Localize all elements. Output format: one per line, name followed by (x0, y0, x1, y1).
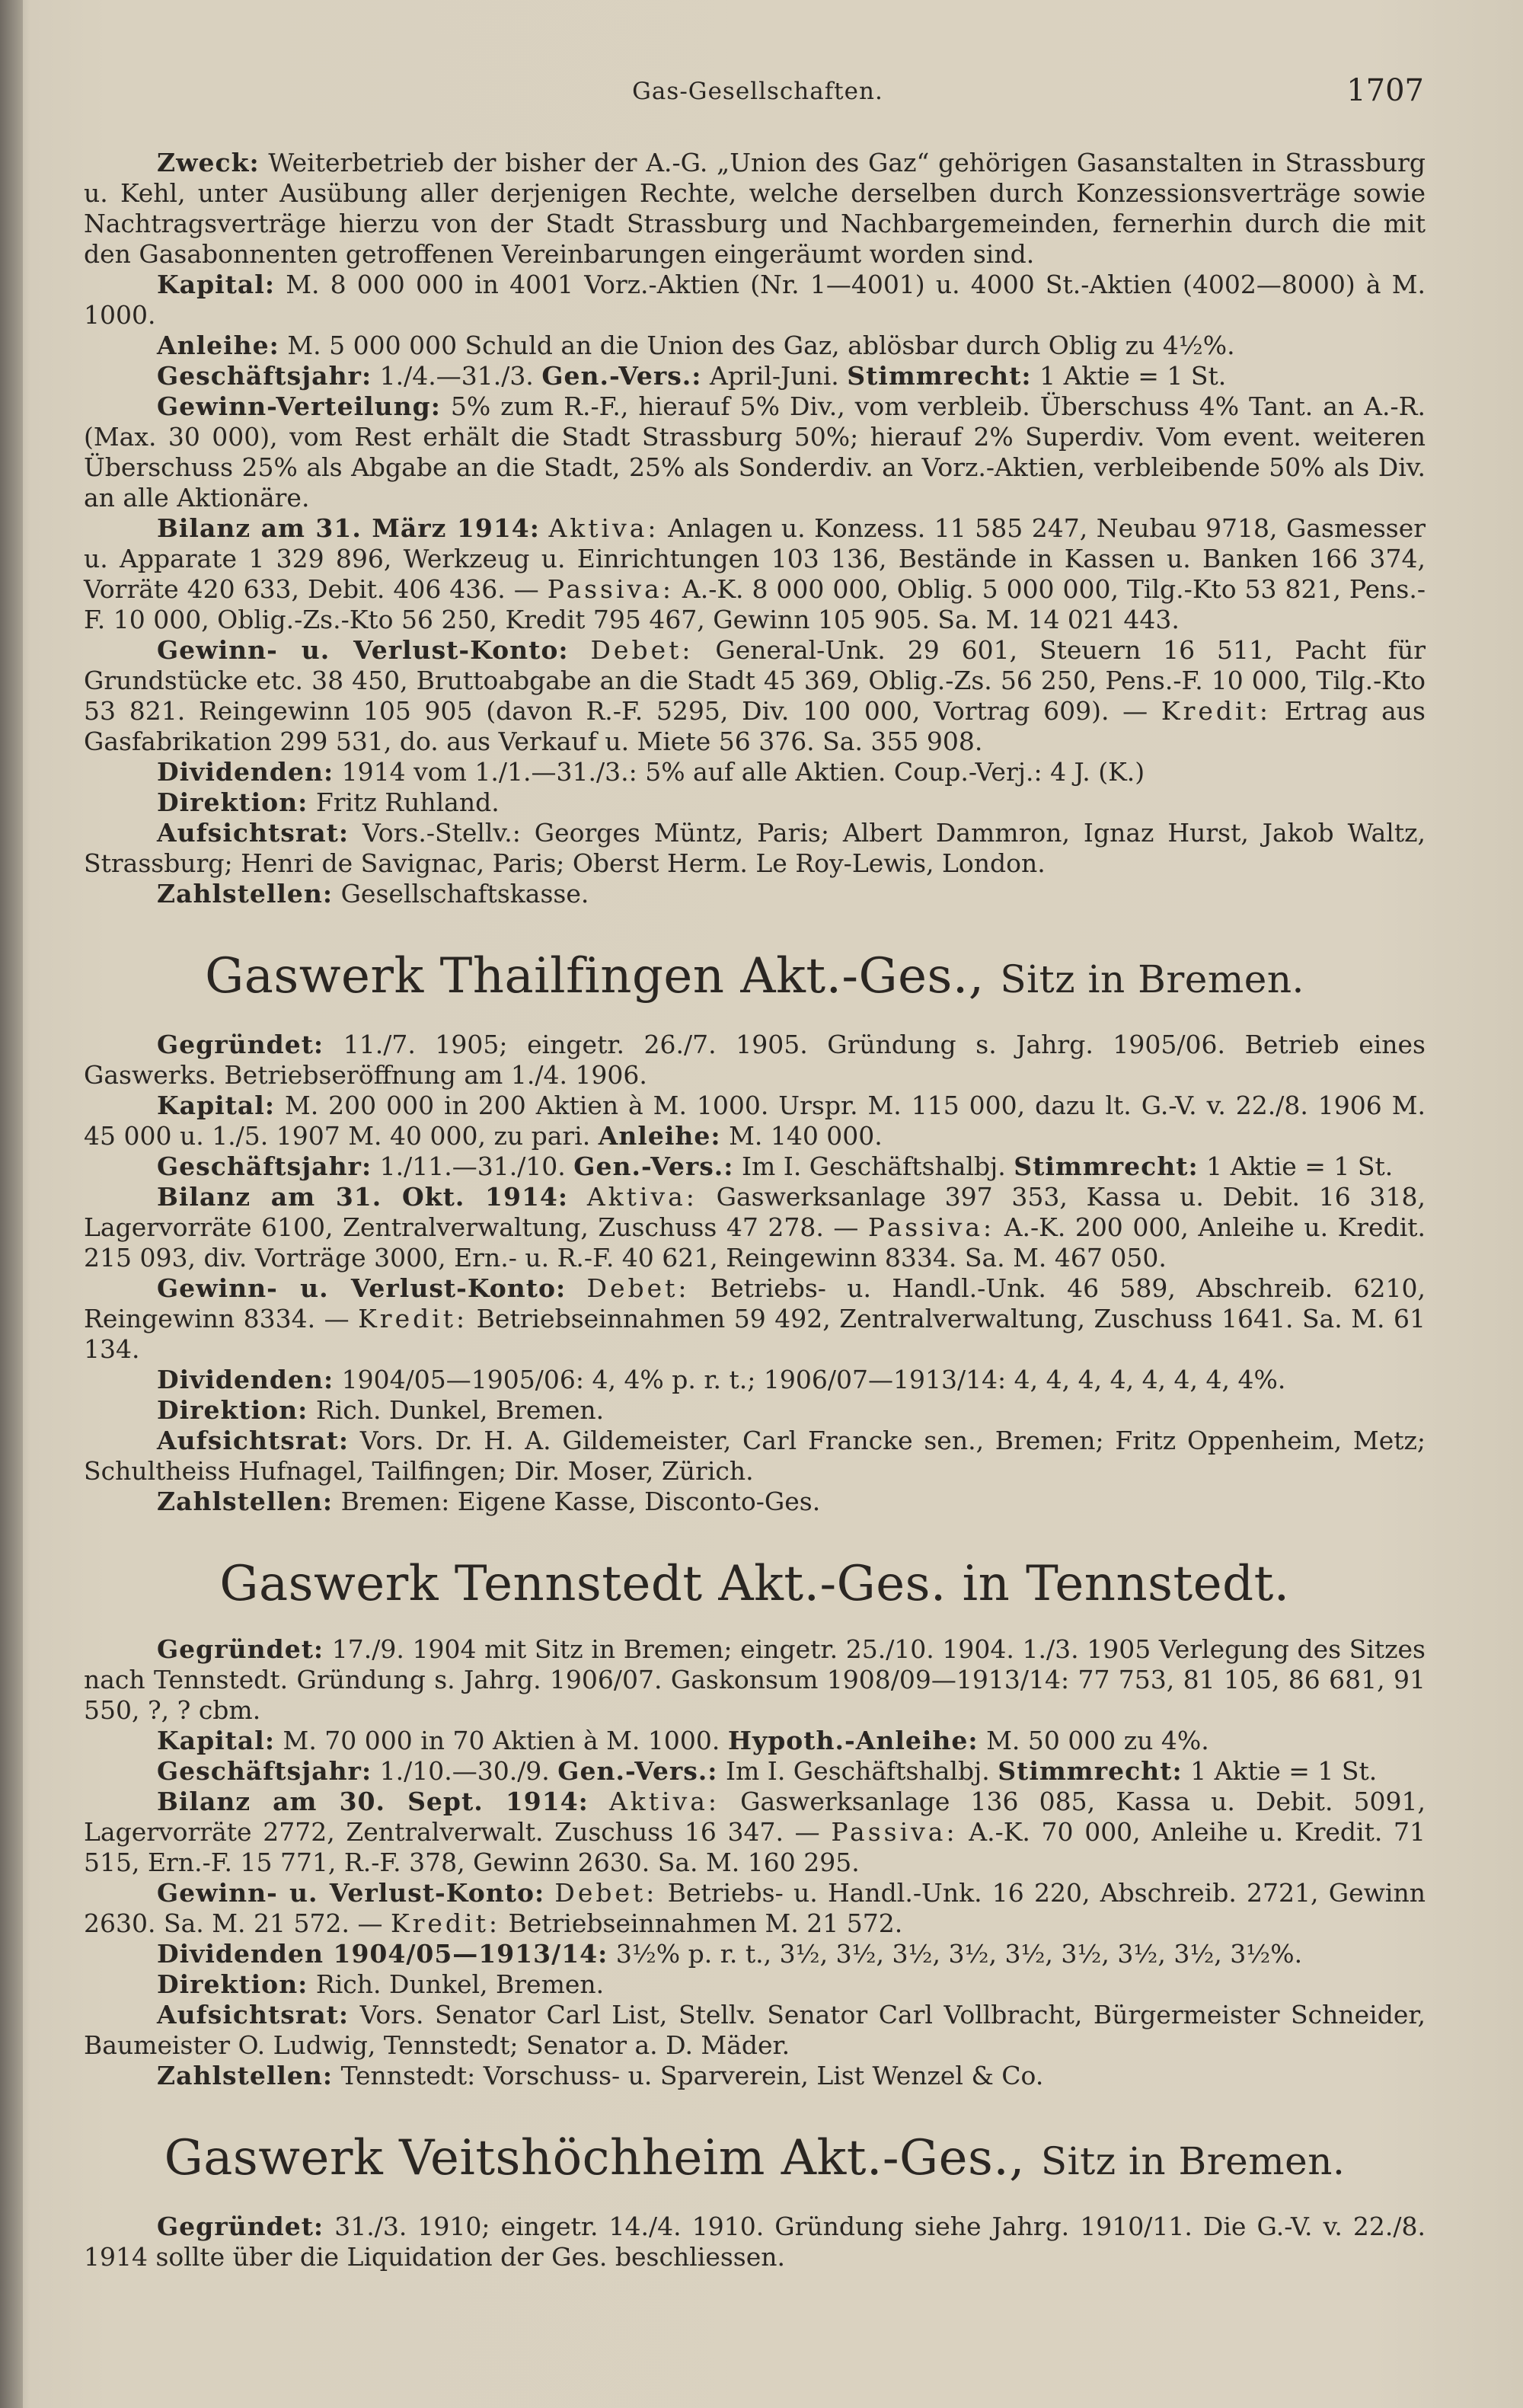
entry-text: Rich. Dunkel, Bremen. (315, 1395, 605, 1425)
entry-text: 1./11.—31./10. (379, 1151, 566, 1181)
entry-label: Zahlstellen: (157, 1487, 334, 1516)
entry-paragraph (84, 1365, 1426, 1395)
company-name: Gaswerk Thailfingen Akt.-Ges., (205, 948, 985, 1004)
entry-text: M. 140 000. (729, 1121, 883, 1151)
entry-text: A.-K. 8 000 000, Oblig. 5 000 000, Tilg.-Kto 53 821, Pens.-F. 10 000, Oblig.-Zs.-Kto 56 250, Kredit 795 467, Gewinn 105 905. Sa. M. 14 021 443. (84, 574, 1426, 634)
entry-label: Stimmrecht: (847, 361, 1032, 391)
entry-text: 1 Aktie = 1 St. (1190, 1756, 1378, 1786)
entry-text: 17./9. 1904 mit Sitz in Bremen; eingetr. 25./10. 1904. 1./3. 1905 Verlegung des Sitzes nach Tennstedt. Gründung s. Jahrg. 1906/07. Gaskonsum 1908/09—1913/14: 77 753, 81 105, 86 681, 91 550, ?, ? cbm. (84, 1634, 1426, 1725)
entry-paragraph (84, 1151, 1426, 1182)
entry-paragraph (84, 1426, 1426, 1487)
entry-label: Kapital: (157, 1726, 276, 1755)
entry-paragraph (84, 879, 1426, 909)
section-label: Aktiva: (608, 1787, 720, 1816)
entry-label: Gegründet: (157, 2212, 324, 2241)
entry-label: Zweck: (157, 148, 260, 177)
entry-paragraph (84, 818, 1426, 879)
entry-paragraph (84, 2212, 1426, 2272)
entry-text: Gaswerksanlage 136 085, Kassa u. Debit. 5091, Lagervorräte 2772, Zentralverwalt. Zuschuss 16 347. — (84, 1787, 1426, 1847)
company-heading (84, 1557, 1426, 1611)
entry-label: Gen.-Vers.: (573, 1151, 734, 1181)
entry-paragraph (84, 1030, 1426, 1091)
running-head (91, 73, 1424, 119)
entry-label: Bilanz am 31. März 1914: (157, 513, 540, 543)
entry-paragraph (84, 1787, 1426, 1878)
running-head-title: Gas-Gesellschaften. (632, 78, 883, 105)
entry-label: Direktion: (157, 787, 308, 817)
entry-text: M. 50 000 zu 4%. (986, 1726, 1209, 1755)
entry-paragraph (84, 361, 1426, 391)
page-number: 1707 (1346, 73, 1424, 108)
entry-text: 1904/05—1905/06: 4, 4% p. r. t.; 1906/07—1913/14: 4, 4, 4, 4, 4, 4, 4, 4%. (341, 1365, 1286, 1394)
entry-label: Aufsichtsrat: (157, 1426, 350, 1455)
entry-paragraph (84, 1182, 1426, 1273)
entry-label: Gen.-Vers.: (557, 1756, 718, 1786)
entry-label: Gewinn- u. Verlust-Konto: (157, 635, 569, 665)
entry-label: Gen.-Vers.: (541, 361, 702, 391)
entry-text: Anlagen u. Konzess. 11 585 247, Neubau 9718, Gasmesser u. Apparate 1 329 896, Werkzeug u. Einrichtungen 103 136, Bestände in Kassen u. Banken 166 374, Vorräte 420 633, Debit. 406 436. — (84, 513, 1426, 604)
section-label: Passiva: (867, 1212, 995, 1242)
entry-label: Aufsichtsrat: (157, 818, 350, 848)
section-label: Aktiva: (548, 513, 659, 543)
entry-label: Anleihe: (157, 331, 279, 360)
entry-label: Dividenden 1904/05—1913/14: (157, 1939, 608, 1969)
company-name: Gaswerk Tennstedt Akt.-Ges. in Tennstedt. (219, 1556, 1290, 1612)
entry-paragraph (84, 1726, 1426, 1756)
entry-text: April-Juni. (709, 361, 839, 391)
entry-label: Direktion: (157, 1969, 308, 1999)
entry-text: 5% zum R.-F., hierauf 5% Div., vom verbleib. Überschuss 4% Tant. an A.-R. (Max. 30 000), vom Rest erhält die Stadt Strassburg 50%; hierauf 2% Superdiv. Vom event. weiteren Überschuss 25% als Abgabe an die Stadt, 25% als Sonderdiv. an Vorz.-Aktien, verbleibende 50% als Div. an alle Aktionäre. (84, 391, 1426, 513)
section-label: Debet: (554, 1878, 658, 1908)
entry-text: 11./7. 1905; eingetr. 26./7. 1905. Gründung s. Jahrg. 1905/06. Betrieb eines Gaswerks. Betriebseröffnung am 1./4. 1906. (84, 1030, 1426, 1090)
section-label: Debet: (586, 1273, 690, 1303)
entry-paragraph (84, 270, 1426, 331)
entry-text: 1./4.—31./3. (379, 361, 534, 391)
entry-text: Gaswerksanlage 397 353, Kassa u. Debit. 16 318, Lagervorräte 6100, Zentralverwaltung, Zuschuss 47 278. — (84, 1182, 1426, 1242)
section-label: Aktiva: (586, 1182, 698, 1212)
entry-text: M. 200 000 in 200 Aktien à M. 1000. Urspr. M. 115 000, dazu lt. G.-V. v. 22./8. 1906 M. 45 000 u. 1./5. 1907 M. 40 000, zu pari. (84, 1091, 1426, 1151)
entry-label: Stimmrecht: (998, 1756, 1183, 1786)
entry-label: Hypoth.-Anleihe: (727, 1726, 979, 1755)
entry-label: Kapital: (157, 1091, 276, 1120)
entry-label: Geschäftsjahr: (157, 361, 372, 391)
entry-text: Bremen: Eigene Kasse, Disconto-Ges. (340, 1487, 821, 1516)
entry-label: Aufsichtsrat: (157, 2000, 350, 2030)
entry-text: Tennstedt: Vorschuss- u. Sparverein, List Wenzel & Co. (340, 2061, 1044, 2090)
entry-paragraph (84, 1487, 1426, 1517)
entry-text: 1 Aktie = 1 St. (1039, 361, 1227, 391)
entry-paragraph (84, 2061, 1426, 2091)
entry-label: Geschäftsjahr: (157, 1756, 372, 1786)
entry-label: Bilanz am 30. Sept. 1914: (157, 1787, 589, 1816)
entry-text: Weiterbetrieb der bisher der A.-G. „Union des Gaz“ gehörigen Gasanstalten in Strassburg u. Kehl, unter Ausübung aller derjenigen Rechte, welche derselben durch Konzessionsverträge sowie Nachtragsverträge hierzu von der Stadt Strassburg und Nachbargemeinden, fernerhin durch die mit den Gasabonnenten getroffenen Vereinbarungen eingeräumt worden sind. (84, 148, 1426, 269)
section-label: Debet: (590, 635, 694, 665)
entry-paragraph (84, 1878, 1426, 1939)
section-label: Kredit: (390, 1908, 500, 1938)
entry-label: Bilanz am 31. Okt. 1914: (157, 1182, 569, 1212)
entry-text: Vors.-Stellv.: Georges Müntz, Paris; Albert Dammron, Ignaz Hurst, Jakob Waltz, Strassburg; Henri de Savignac, Paris; Oberst Herm. Le Roy-Lewis, London. (84, 818, 1426, 878)
entry-label: Direktion: (157, 1395, 308, 1425)
text-column (84, 148, 1426, 2272)
entry-label: Stimmrecht: (1014, 1151, 1199, 1181)
entry-paragraph (84, 1756, 1426, 1787)
company-seat: Sitz in Bremen. (1040, 2139, 1346, 2183)
entry-paragraph (84, 391, 1426, 513)
entry-paragraph (84, 331, 1426, 361)
entry-text: Betriebseinnahmen M. 21 572. (508, 1908, 903, 1938)
entry-paragraph (84, 1091, 1426, 1151)
entry-text: General-Unk. 29 601, Steuern 16 511, Pacht für Grundstücke etc. 38 450, Bruttoabgabe an die Stadt 45 369, Oblig.-Zs. 56 250, Pens.-F. 10 000, Tilg.-Kto 53 821. Reingewinn 105 905 (davon R.-F. 5295, Div. 100 000, Vortrag 609). — (84, 635, 1426, 726)
entry-text: Vors. Dr. H. A. Gildemeister, Carl Francke sen., Bremen; Fritz Oppenheim, Metz; Schultheiss Hufnagel, Tailfingen; Dir. Moser, Zürich. (84, 1426, 1426, 1486)
entry-label: Gewinn- u. Verlust-Konto: (157, 1878, 545, 1908)
section-label: Passiva: (831, 1817, 958, 1847)
entry-paragraph (84, 148, 1426, 270)
entry-text: Im I. Geschäftshalbj. (725, 1756, 990, 1786)
entry-text: Betriebs- u. Handl.-Unk. 46 589, Abschreib. 6210, Reingewinn 8334. — (84, 1273, 1426, 1333)
entry-label: Dividenden: (157, 757, 334, 787)
company-seat: Sitz in Bremen. (1000, 957, 1304, 1001)
entry-text: A.-K. 70 000, Anleihe u. Kredit. 71 515, Ern.-F. 15 771, R.-F. 378, Gewinn 2630. Sa. M. 160 295. (84, 1817, 1426, 1877)
section-label: Passiva: (547, 574, 674, 604)
entry-text: M. 5 000 000 Schuld an die Union des Gaz, ablösbar durch Oblig zu 4½%. (287, 331, 1235, 360)
entry-text: Rich. Dunkel, Bremen. (315, 1969, 605, 1999)
entry-label: Dividenden: (157, 1365, 334, 1394)
entry-text: M. 70 000 in 70 Aktien à M. 1000. (283, 1726, 720, 1755)
entry-paragraph (84, 1273, 1426, 1365)
entry-text: 1./10.—30./9. (379, 1756, 550, 1786)
entry-paragraph (84, 787, 1426, 818)
entry-paragraph (84, 2000, 1426, 2061)
entry-paragraph (84, 1634, 1426, 1726)
entry-paragraph (84, 513, 1426, 635)
entry-text: 3½% p. r. t., 3½, 3½, 3½, 3½, 3½, 3½, 3½, 3½, 3½%. (615, 1939, 1303, 1969)
entry-text: 1914 vom 1./1.—31./3.: 5% auf alle Aktien. Coup.-Verj.: 4 J. (K.) (341, 757, 1145, 787)
entry-label: Gegründet: (157, 1030, 324, 1059)
entry-label: Kapital: (157, 270, 276, 299)
entry-text: Im I. Geschäftshalbj. (741, 1151, 1006, 1181)
binding-shadow (0, 0, 23, 2408)
entry-label: Zahlstellen: (157, 879, 334, 909)
entry-label: Geschäftsjahr: (157, 1151, 372, 1181)
entry-text: Gesellschaftskasse. (340, 879, 589, 909)
entry-label: Gegründet: (157, 1634, 324, 1664)
entry-paragraph (84, 1969, 1426, 2000)
entry-paragraph (84, 635, 1426, 757)
entry-text: Betriebseinnahmen 59 492, Zentralverwaltung, Zuschuss 1641. Sa. M. 61 134. (84, 1304, 1426, 1364)
company-name: Gaswerk Veitshöchheim Akt.-Ges., (164, 2130, 1026, 2186)
entry-label: Gewinn-Verteilung: (157, 391, 441, 421)
entry-paragraph (84, 1395, 1426, 1426)
section-label: Kredit: (1161, 696, 1271, 726)
entry-label: Anleihe: (598, 1121, 721, 1151)
entry-text: 1 Aktie = 1 St. (1206, 1151, 1394, 1181)
entry-text: M. 8 000 000 in 4001 Vorz.-Aktien (Nr. 1—4001) u. 4000 St.-Aktien (4002—8000) à M. 1000. (84, 270, 1426, 330)
entry-text: Vors. Senator Carl List, Stellv. Senator Carl Vollbracht, Bürgermeister Schneider, Baumeister O. Ludwig, Tennstedt; Senator a. D. Mäder. (84, 2000, 1426, 2060)
entry-label: Zahlstellen: (157, 2061, 334, 2090)
entry-text: Betriebs- u. Handl.-Unk. 16 220, Abschreib. 2721, Gewinn 2630. Sa. M. 21 572. — (84, 1878, 1426, 1938)
company-heading (84, 2131, 1426, 2189)
entry-text: Fritz Ruhland. (315, 787, 500, 817)
entry-text: A.-K. 200 000, Anleihe u. Kredit. 215 093, div. Vorträge 3000, Ern.- u. R.-F. 40 621, Reingewinn 8334. Sa. M. 467 050. (84, 1212, 1426, 1273)
entry-paragraph (84, 1939, 1426, 1969)
entry-label: Gewinn- u. Verlust-Konto: (157, 1273, 567, 1303)
entry-text: Ertrag aus Gasfabrikation 299 531, do. aus Verkauf u. Miete 56 376. Sa. 355 908. (84, 696, 1426, 756)
entry-paragraph (84, 757, 1426, 787)
company-heading (84, 949, 1426, 1007)
entry-text: 31./3. 1910; eingetr. 14./4. 1910. Gründung siehe Jahrg. 1910/11. Die G.-V. v. 22./8. 1914 sollte über die Liquidation der Ges. beschliessen. (84, 2212, 1426, 2272)
section-label: Kredit: (358, 1304, 468, 1333)
